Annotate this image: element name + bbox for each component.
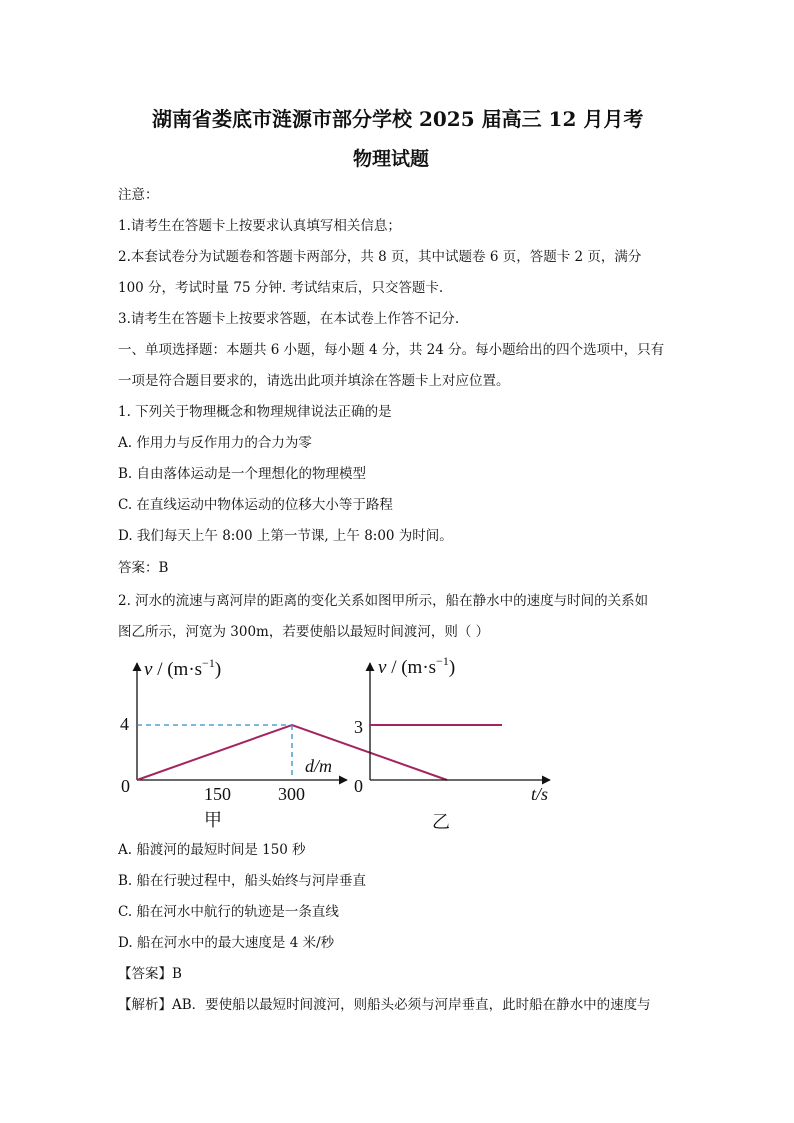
question-1-option-b: B. 自由落体运动是一个理想化的物理模型: [118, 466, 367, 482]
chart-jia-x-tick-300: 300: [278, 784, 305, 804]
chart-jia-y-label: $v / (m\cdot s^{-1})$: [144, 656, 222, 680]
chart-yi-x-label: t/s: [531, 784, 549, 804]
question-2-option-d: D. 船在河水中的最大速度是 4 米/秒: [118, 935, 335, 951]
chart-jia-origin-label: 0: [121, 776, 130, 796]
notes-heading: 注意：: [118, 187, 159, 203]
question-2-option-a: A. 船渡河的最短时间是 150 秒: [118, 842, 306, 858]
chart-jia-y-tick-4: 4: [120, 714, 129, 734]
section-heading-cont: 一项是符合题目要求的，请选出此项并填涂在答题卡上对应位置。: [118, 373, 510, 389]
section-heading: 一、单项选择题：本题共 6 小题，每小题 4 分，共 24 分。每小题给出的四个选项中，只有: [118, 342, 665, 358]
page-title: 湖南省娄底市涟源市部分学校 2025 届高三 12 月月考: [152, 107, 644, 131]
question-1-option-c: C. 在直线运动中物体运动的位移大小等于路程: [118, 497, 393, 513]
question-2-stem-cont: 图乙所示，河宽为 300m，若要使船以最短时间渡河，则（ ）: [118, 624, 490, 640]
question-1-stem: 1. 下列关于物理概念和物理规律说法正确的是: [118, 404, 392, 420]
note-line-1: 1.请考生在答题卡上按要求认真填写相关信息；: [118, 218, 401, 234]
question-1-answer: 答案：B: [118, 560, 169, 576]
chart-yi-caption: 乙: [432, 812, 450, 832]
chart-jia-x-tick-150: 150: [204, 784, 231, 804]
question-2-stem: 2. 河水的流速与离河岸的距离的变化关系如图甲所示，船在静水中的速度与时间的关系如: [118, 593, 649, 609]
note-line-2: 2.本套试卷分为试题卷和答题卡两部分，共 8 页，其中试题卷 6 页，答题卡 2 页，满分: [118, 249, 642, 265]
question-2-figures: [0, 645, 794, 835]
question-2-option-b: B. 船在行驶过程中，船头始终与河岸垂直: [118, 873, 367, 889]
note-line-2-cont: 100 分，考试时量 75 分钟. 考试结束后，只交答题卡.: [118, 280, 444, 296]
chart-yi: [354, 654, 550, 832]
question-1-option-d: D. 我们每天上午 8:00 上第一节课, 上午 8:00 为时间。: [118, 528, 453, 544]
note-line-3: 3.请考生在答题卡上按要求答题，在本试卷上作答不记分.: [118, 311, 460, 327]
question-1-option-a: A. 作用力与反作用力的合力为零: [118, 435, 312, 451]
chart-yi-y-label: $v / (m\cdot s^{-1})$: [378, 654, 456, 678]
question-2-option-c: C. 船在河水中航行的轨迹是一条直线: [118, 904, 339, 920]
chart-jia-x-label: d/m: [305, 756, 332, 776]
chart-jia: [120, 656, 447, 830]
chart-jia-caption: 甲: [204, 810, 222, 830]
chart-yi-origin-label: 0: [354, 776, 363, 796]
chart-yi-y-tick-3: 3: [354, 717, 363, 737]
question-2-answer: 【答案】B: [118, 966, 182, 982]
question-2-analysis: 【解析】AB．要使船以最短时间渡河，则船头必须与河岸垂直，此时船在静水中的速度与: [118, 997, 651, 1013]
page-subtitle: 物理试题: [353, 148, 430, 170]
